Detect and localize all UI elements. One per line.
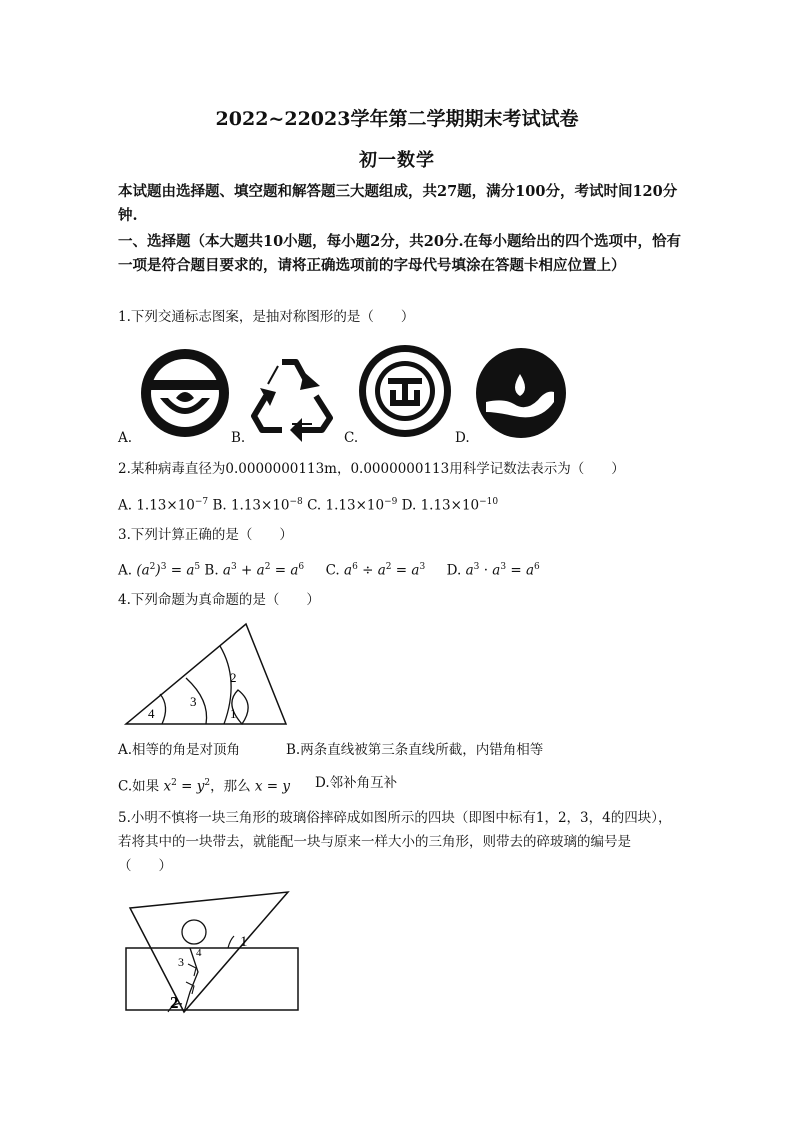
q4-label-2: 2 [230,670,237,685]
q4-label-1: 1 [230,706,237,721]
q4-option-b: B.两条直线被第三条直线所截，内错角相等 [286,742,544,758]
q1-sign-d-icon [474,346,568,440]
exam-subtitle: 初一数学 [359,150,435,171]
q5-label-1: 1 [240,934,248,950]
q5-figure-broken-glass [124,890,302,1016]
instructions: 本试题由选择题、填空题和解答题三大题组成，共27题，满分100分，考试时间120分钟. [118,183,678,224]
q4-label-4: 4 [148,706,155,721]
q1-option-c: C. [344,430,359,446]
q3-options: A. $(a^2)^3 = a^5$ B. $a^3 + a^2 = a^6$ C. $a^6 \div a^2 = a^3$ D. $a^3 \cdot a^3 = a^6$ [118,562,540,579]
exam-title: 2022~22023学年第二学期期末考试试卷 [215,108,579,130]
q5-label-2: 2 [170,993,179,1012]
q4-label-3: 3 [190,694,197,709]
q4-figure-triangle [120,620,295,730]
q5-label-3: 3 [178,955,184,969]
q1-sign-c-icon [356,342,454,440]
section1-heading: 一、选择题（本大题共10小题，每小题2分，共20分.在每小题给出的四个选项中，恰有一项是符合题目要求的，请将正确选项前的字母代号填涂在答题卡相应位置上） [118,233,681,274]
q1-option-a: A. [118,430,133,446]
q4-stem: 4.下列命题为真命题的是（ ） [118,592,320,608]
q4-option-d: D.邻补角互补 [315,775,398,791]
q5-label-4: 4 [196,947,202,959]
q1-sign-b-recycle-icon [246,352,342,438]
q4-option-a: A.相等的角是对顶角 [118,742,241,758]
q1-sign-a-icon [138,346,232,440]
q3-stem: 3.下列计算正确的是（ ） [118,527,293,543]
q2-options: A. $1.13\times 10^{-7}$ B. $1.13\times 10^{-8}$ C. $1.13\times 10^{-9}$ D. $1.13\times 10^{-10}$ [118,497,499,514]
q1-option-d: D. [455,430,470,446]
q1-stem: 1.下列交通标志图案，是抽对称图形的是（ ） [118,309,415,325]
q4-option-c: C.如果 $x^2 = y^2$，那么 x = y [118,778,291,795]
q2-stem: 2.某种病毒直径为0.0000000113m，0.0000000113用科学记数法表示为（ ） [118,461,625,477]
q1-option-b: B. [231,430,246,446]
q5-stem: 5.小明不慎将一块三角形的玻璃俗摔碎成如图所示的四块（即图中标有1，2，3，4的四块），若将其中的一块带去，就能配一块与原来一样大小的三角形，则带去的碎玻璃的编号是（ ） [118,810,672,874]
